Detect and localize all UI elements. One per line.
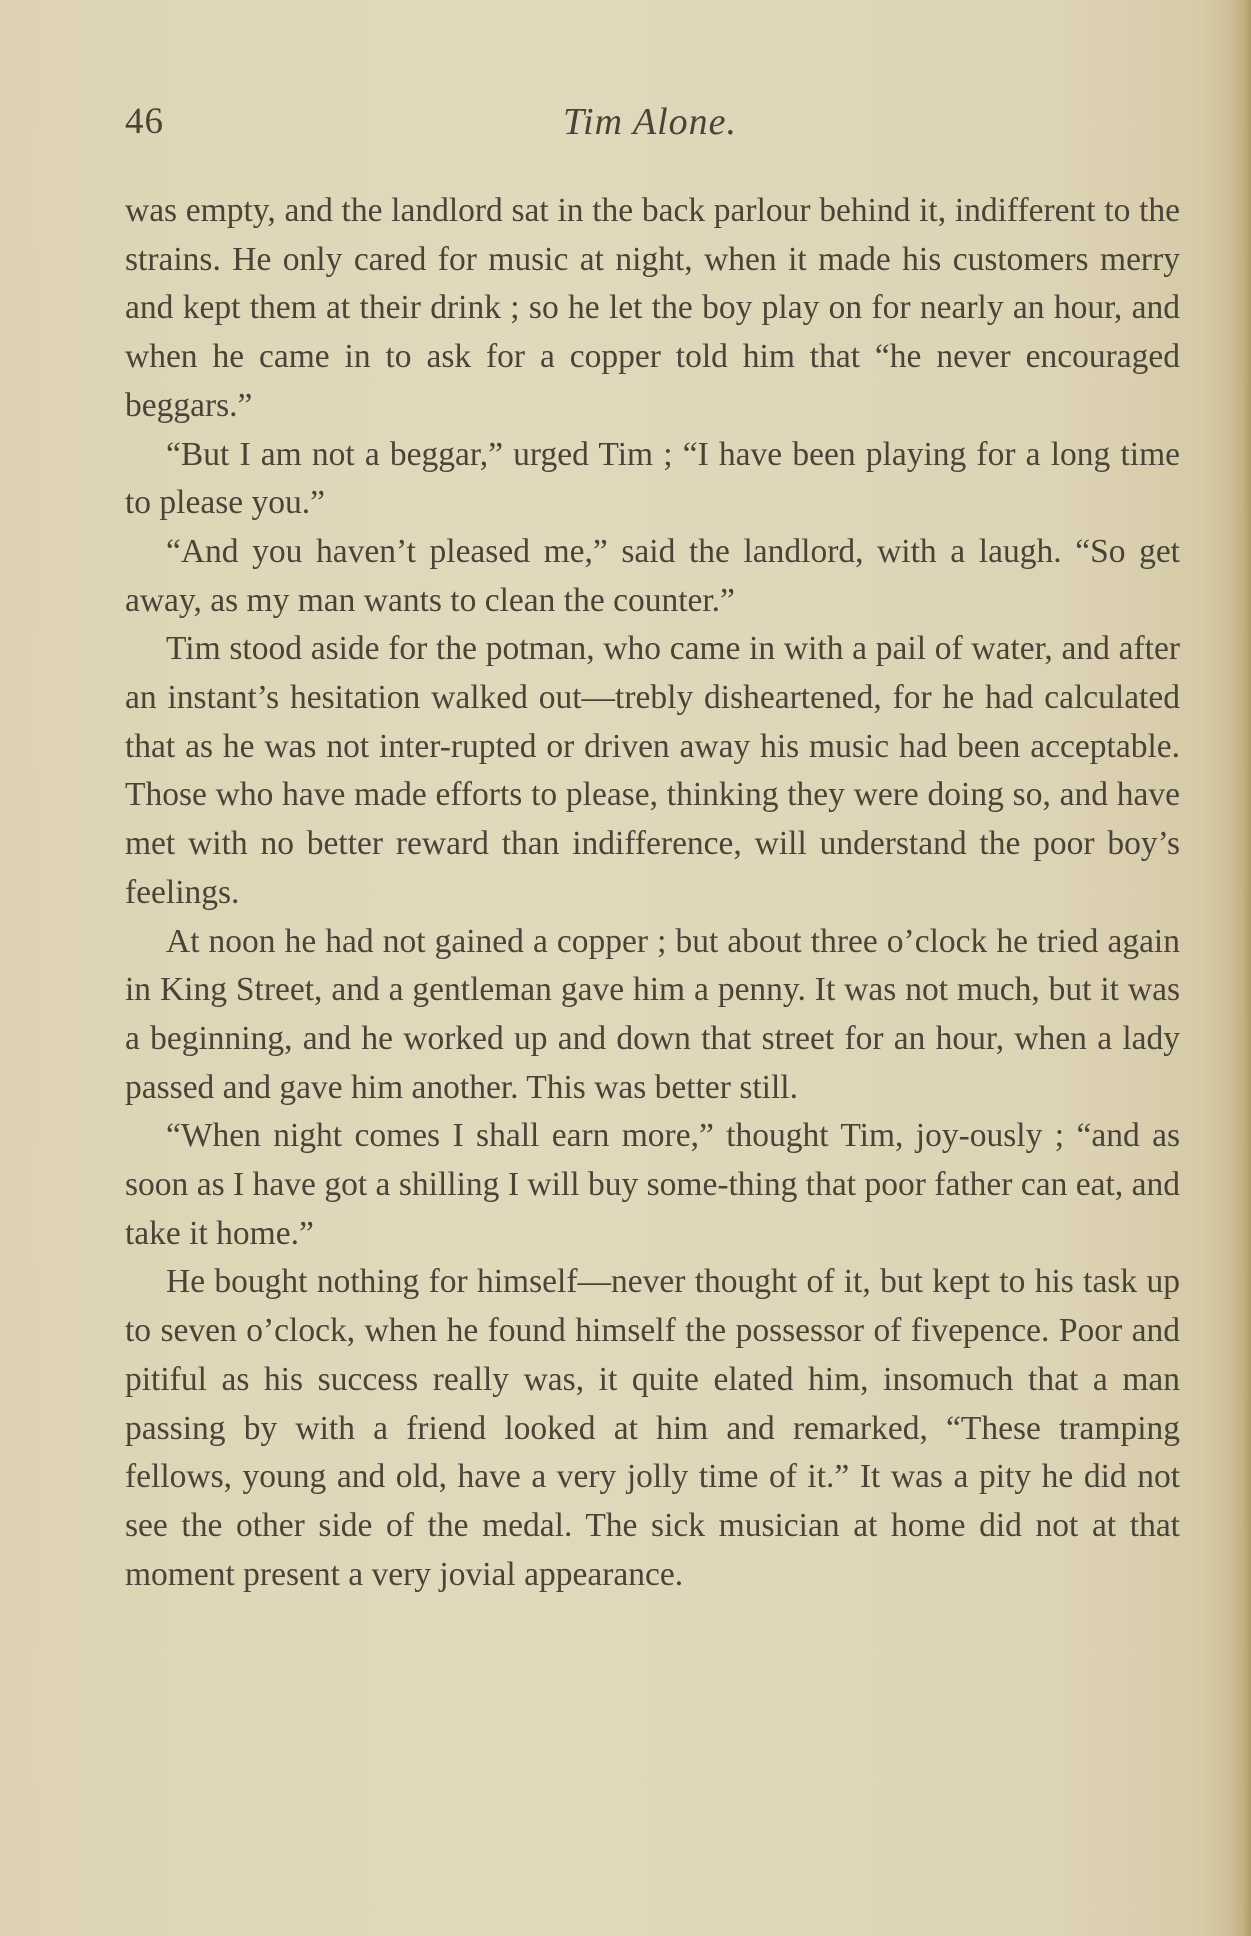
paragraph: Tim stood aside for the potman, who came in with a pail of water, and after an instant’s hesitation walked out—trebly disheartened, for he had calculated that as he was not inter-rupted or driven away his music had been acceptable. Those who have made efforts to please, thinking they were doing so, and have met with no better reward than indifference, will understand the poor boy’s feelings.	[125, 630, 1180, 911]
page-edge-shadow	[1229, 0, 1251, 1936]
page-number: 46	[125, 101, 164, 142]
paragraph: At noon he had not gained a copper ; but about three o’clock he tried again in King Street, and a gentleman gave him a penny. It was not much, but it was a beginning, and he worked up and down that street for an hour, when a lady passed and gave him another. This was better still.	[125, 922, 1180, 1106]
paragraph: He bought nothing for himself—never thought of it, but kept to his task up to seven o’clock, when he found himself the possessor of fivepence. Poor and pitiful as his success really was, it quite elated him, insomuch that a man passing by with a friend looked at him and remarked, “These tramping fellows, young and old, have a very jolly time of it.” It was a pity he did not see the other side of the medal. The sick musician at home did not at that moment present a very jovial appearance.	[125, 1263, 1180, 1593]
paragraph-continuation: was empty, and the landlord sat in the back parlour behind it, indifferent to the strains. He only cared for music at night, when it made his customers merry and kept them at their drink ; so he let the boy play on for nearly an hour, and when he came in to ask for a copper told him that “he never encouraged beggars.”	[125, 192, 1180, 424]
paragraph: “When night comes I shall earn more,” thought Tim, joy-ously ; “and as soon as I have got a shilling I will buy some-thing that poor father can eat, and take it home.”	[125, 1117, 1180, 1252]
page-header	[125, 100, 1175, 150]
paragraph: “But I am not a beggar,” urged Tim ; “I have been playing for a long time to please you.”	[125, 435, 1180, 522]
running-title: Tim Alone.	[563, 101, 737, 143]
paragraph: “And you haven’t pleased me,” said the landlord, with a laugh. “So get away, as my man wants to clean the counter.”	[125, 532, 1180, 619]
body-text	[125, 187, 1180, 1599]
